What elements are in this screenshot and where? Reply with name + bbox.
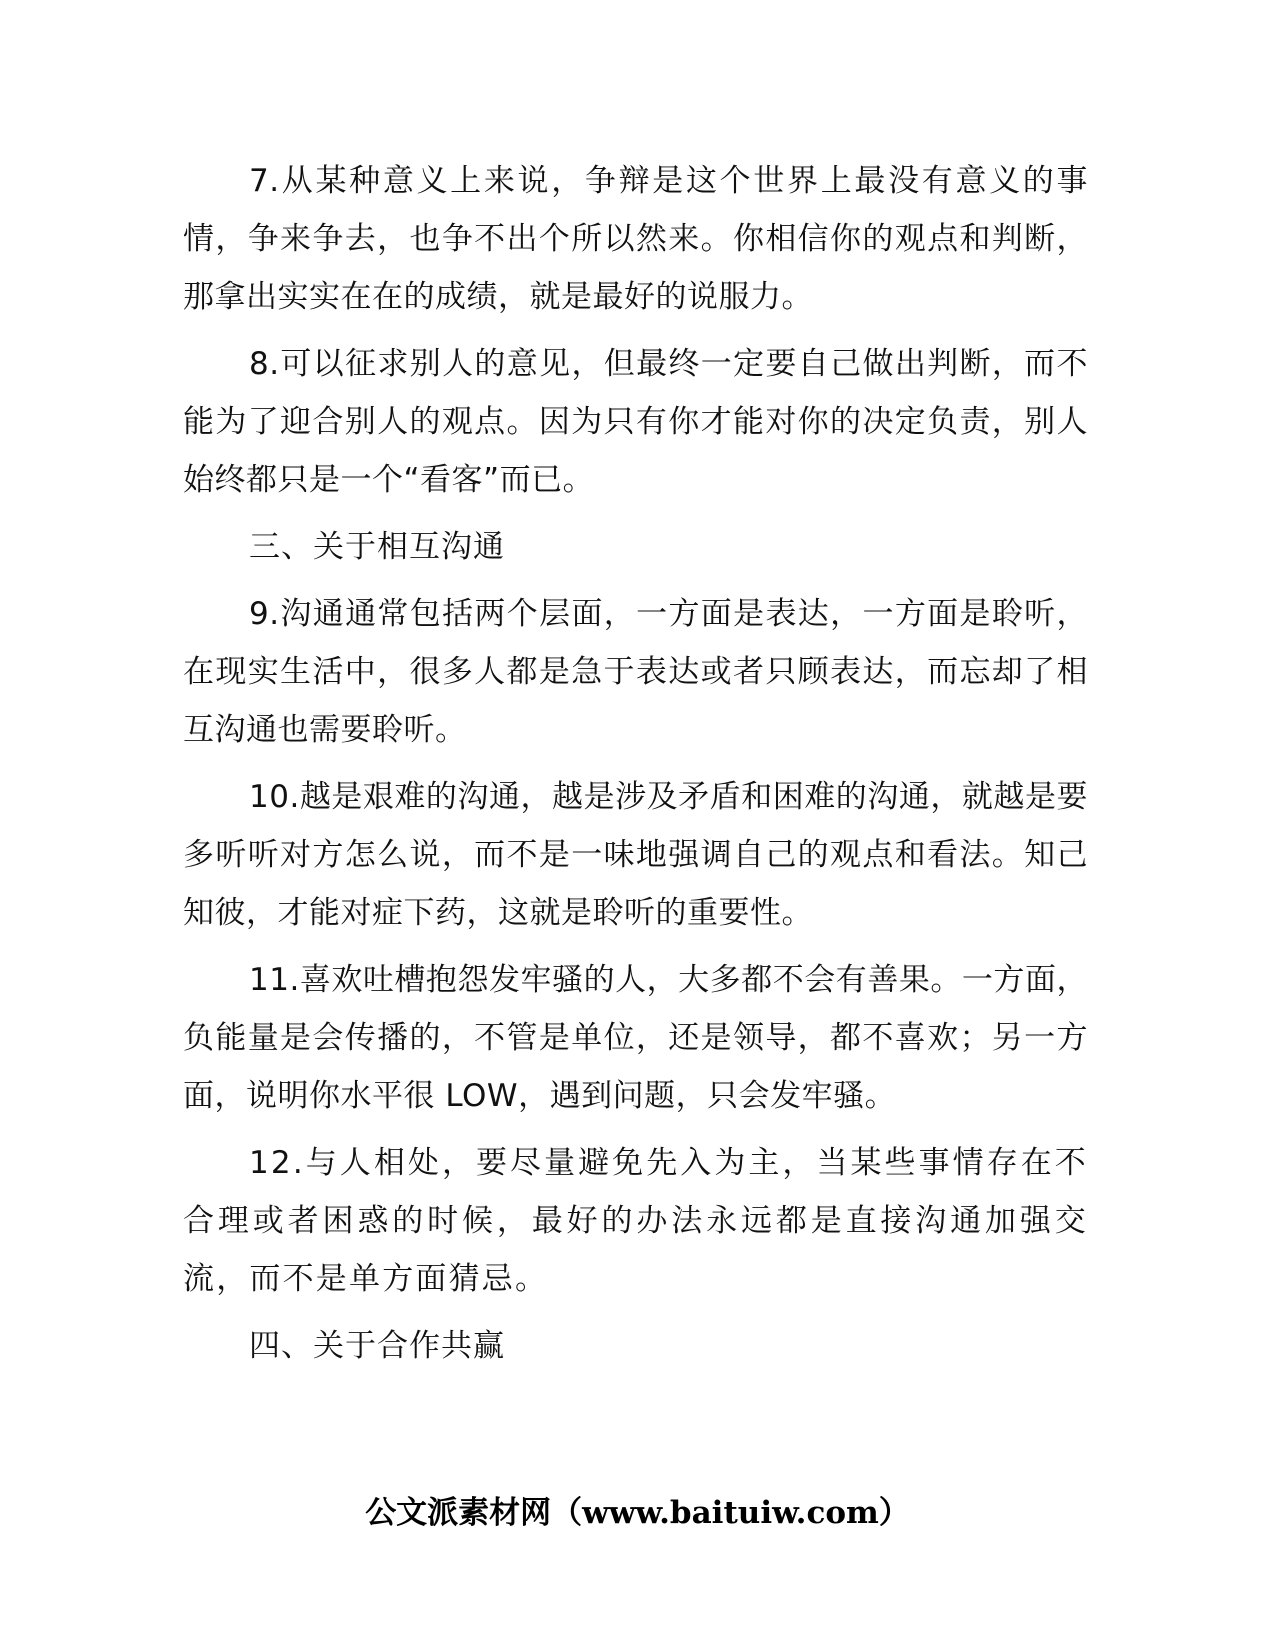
paragraph-10: 10.越是艰难的沟通，越是涉及矛盾和困难的沟通，就越是要多听听对方怎么说，而不是一味地强调自己的观点和看法。知己知彼，才能对症下药，这就是聆听的重要性。: [183, 779, 1088, 931]
paragraph-12: 12.与人相处，要尽量避免先入为主，当某些事情存在不合理或者困惑的时候，最好的办法永远都是直接沟通加强交流，而不是单方面猜忌。: [183, 1145, 1088, 1297]
paragraph-8: 8.可以征求别人的意见，但最终一定要自己做出判断，而不能为了迎合别人的观点。因为只有你才能对你的决定负责，别人始终都只是一个“看客”而已。: [183, 346, 1088, 498]
document-body: [183, 152, 1088, 1384]
paragraph-9: 9.沟通通常包括两个层面，一方面是表达，一方面是聆听，在现实生活中，很多人都是急于表达或者只顾表达，而忘却了相互沟通也需要聆听。: [183, 596, 1088, 748]
paragraph-7: 7.从某种意义上来说，争辩是这个世界上最没有意义的事情，争来争去，也争不出个所以然来。你相信你的观点和判断，那拿出实实在在的成绩，就是最好的说服力。: [183, 163, 1088, 315]
footer-watermark: 公文派素材网（www.baituiw.com）: [365, 1495, 910, 1531]
section-heading-4: 四、关于合作共赢: [249, 1328, 505, 1364]
section-heading-3: 三、关于相互沟通: [249, 529, 505, 565]
paragraph-11: 11.喜欢吐槽抱怨发牢骚的人，大多都不会有善果。一方面，负能量是会传播的，不管是单位，还是领导，都不喜欢；另一方面，说明你水平很 LOW，遇到问题，只会发牢骚。: [183, 962, 1088, 1114]
